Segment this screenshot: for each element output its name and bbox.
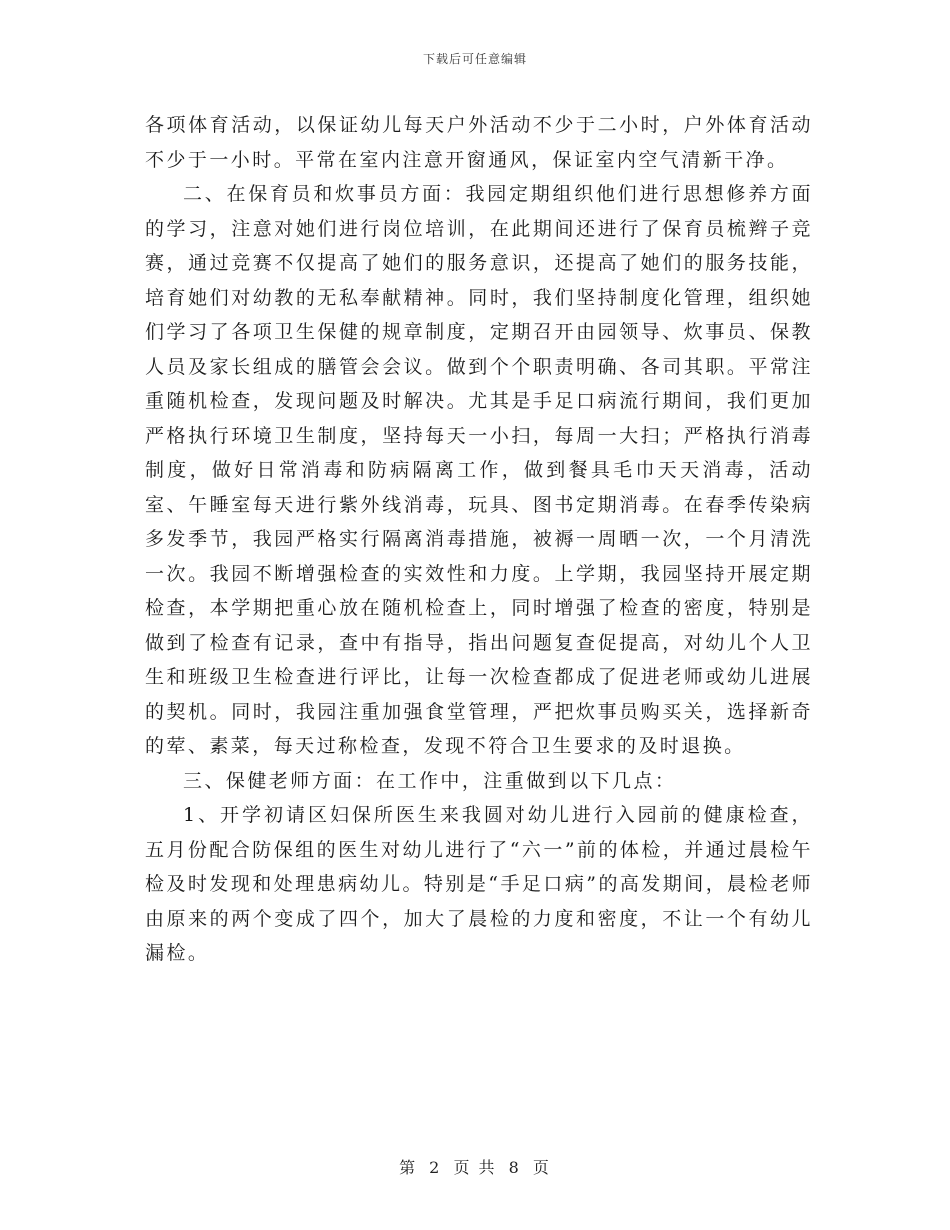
footer-page-number: 2 bbox=[429, 1158, 442, 1177]
footer-total-pages: 8 bbox=[508, 1158, 521, 1177]
header-note: 下载后可任意编辑 bbox=[422, 52, 527, 66]
footer-suffix: 页 bbox=[532, 1158, 551, 1177]
paragraph-staff: 二、在保育员和炊事员方面：我园定期组织他们进行思想修养方面的学习，注意对她们进行岗位培训，在此期间还进行了保育员梳辫子竞赛，通过竞赛不仅提高了她们的服务意识，还提高了她们的服务技能，培育她们对幼教的无私奉献精神。同时，我们坚持制度化管理，组织她们学习了各项卫生保健的规章制度，定期召开由园领导、炊事员、保教人员及家长组成的膳管会会议。做到个个职责明确、各司其职。平常注重随机检查，发现问题及时解决。尤其是手足口病流行期间，我们更加严格执行环境卫生制度，坚持每天一小扫，每周一大扫；严格执行消毒制度，做好日常消毒和防病隔离工作，做到餐具毛巾天天消毒，活动室、午睡室每天进行紫外线消毒，玩具、图书定期消毒。在春季传染病多发季节，我园严格实行隔离消毒措施，被褥一周晒一次，一个月清洗一次。我园不断增强检查的实效性和力度。上学期，我园坚持开展定期检查，本学期把重心放在随机检查上，同时增强了检查的密度，特别是做到了检查有记录，查中有指导，指出问题复查促提高，对幼儿个人卫生和班级卫生检查进行评比，让每一次检查都成了促进老师或幼儿进展的契机。同时，我园注重加强食堂管理，严把炊事员购买关，选择新奇的荤、素菜，每天过称检查，发现不符合卫生要求的及时退换。 bbox=[145, 183, 813, 757]
paragraph-health-check: 1、开学初请区妇保所医生来我圆对幼儿进行入园前的健康检查，五月份配合防保组的医生对幼儿进行了“六一”前的体检，并通过晨检午检及时发现和处理患病幼儿。特别是“手足口病”的高发期间，晨检老师由原来的两个变成了四个，加大了晨检的力度和密度，不让一个有幼儿漏检。 bbox=[145, 804, 813, 964]
paragraph-health-teacher-heading: 三、保健老师方面：在工作中，注重做到以下几点： bbox=[183, 769, 677, 792]
paragraph-continued: 各项体育活动，以保证幼儿每天户外活动不少于二小时，户外体育活动不少于一小时。平常在室内注意开窗通风，保证室内空气清新干净。 bbox=[145, 114, 813, 171]
footer-middle: 页 共 bbox=[453, 1158, 497, 1177]
footer-prefix: 第 bbox=[399, 1158, 418, 1177]
document-body bbox=[145, 108, 813, 971]
page-footer bbox=[0, 1155, 950, 1178]
